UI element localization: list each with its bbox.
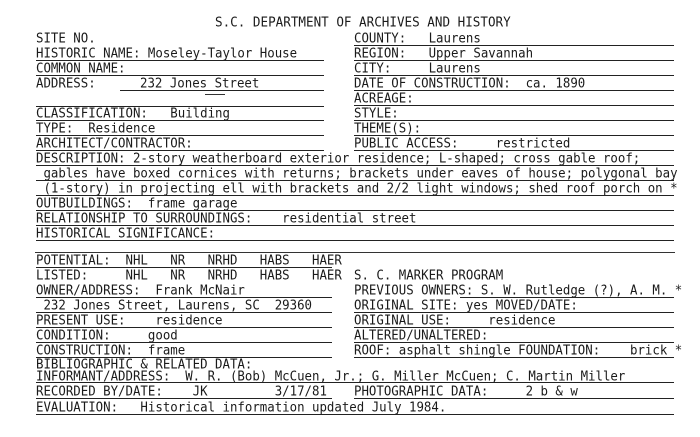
original-site-field: ORIGINAL SITE: yes MOVED/DATE: [354, 296, 578, 313]
architect-field: ARCHITECT/CONTRACTOR: [36, 134, 193, 151]
address-underline [120, 90, 324, 91]
common-name-field: COMMON NAME: [36, 59, 126, 76]
condition-field: CONDITION: good [36, 326, 178, 343]
owner-address-field: OWNER/ADDRESS: Frank McNair [36, 281, 245, 298]
description-line-1: DESCRIPTION: 2-story weatherboard exterior residence; L-shaped; cross gable roof; [36, 149, 641, 166]
type-field: TYPE: Residence [36, 119, 156, 136]
county-field: COUNTY: Laurens [354, 29, 481, 46]
construction-field: CONSTRUCTION: frame [36, 341, 186, 358]
evaluation-field: EVALUATION: Historical information updated July 1984. [36, 398, 447, 415]
evaluation-underline [36, 414, 674, 415]
acreage-field: ACREAGE: [354, 89, 414, 106]
city-field: CITY: Laurens [354, 59, 481, 76]
owner-street-field: 232 Jones Street, Laurens, SC 29360 [36, 296, 313, 313]
historical-significance-field: HISTORICAL SIGNIFICANCE: [36, 224, 216, 241]
address-label: ADDRESS: [36, 74, 96, 91]
present-use-field: PRESENT USE: residence [36, 311, 223, 328]
historic-name-field: HISTORIC NAME: Moseley-Taylor House [36, 44, 298, 61]
public-access-field: PUBLIC ACCESS: restricted [354, 134, 571, 151]
site-no-label: SITE NO. [36, 29, 96, 46]
acreage-underline [354, 105, 674, 106]
roof-field: ROOF: asphalt shingle FOUNDATION: brick * [354, 341, 683, 358]
photographic-data-field: PHOTOGRAPHIC DATA: 2 b & w [354, 382, 578, 399]
address-underline-mark [205, 94, 225, 95]
address-value: 232 Jones Street [140, 74, 260, 91]
outbuildings-field: OUTBUILDINGS: frame garage [36, 194, 238, 211]
informant-field: INFORMANT/ADDRESS: W. R. (Bob) McCuen, Jr.; G. Miller McCuen; C. Martin Miller [36, 367, 626, 384]
description-line-3: (1-story) in projecting ell with brackets and 2/2 light windows; shed roof porch on * [36, 179, 678, 196]
recorded-by-field: RECORDED BY/DATE: JK 3/17/81 [36, 382, 327, 399]
previous-owners-field: PREVIOUS OWNERS: S. W. Rutledge (?), A. M. * [354, 281, 683, 298]
altered-field: ALTERED/UNALTERED: [354, 326, 489, 343]
original-use-field: ORIGINAL USE: residence [354, 311, 556, 328]
date-of-construction-field: DATE OF CONSTRUCTION: ca. 1890 [354, 74, 586, 91]
marker-program-label: S. C. MARKER PROGRAM [354, 266, 504, 283]
style-field: STYLE: [354, 104, 399, 121]
bibliographic-field: BIBLIOGRAPHIC & RELATED DATA: [36, 355, 253, 372]
form-title: S.C. DEPARTMENT OF ARCHIVES AND HISTORY [215, 13, 511, 30]
potential-field: POTENTIAL: NHL NR NRHD HABS HAER [36, 251, 342, 268]
roof-underline [354, 357, 674, 358]
description-line-2: gables have boxed cornices with returns; brackets under eaves of house; polygonal bay [36, 164, 678, 181]
listed-field: LISTED: NHL NR NRHD HABS HAER [36, 266, 342, 283]
classification-field: CLASSIFICATION: Building [36, 104, 230, 121]
relationship-field: RELATIONSHIP TO SURROUNDINGS: residential street [36, 209, 417, 226]
theme-field: THEME(S): [354, 119, 422, 136]
historical-significance-underline [36, 240, 674, 241]
region-field: REGION: Upper Savannah [354, 44, 534, 61]
